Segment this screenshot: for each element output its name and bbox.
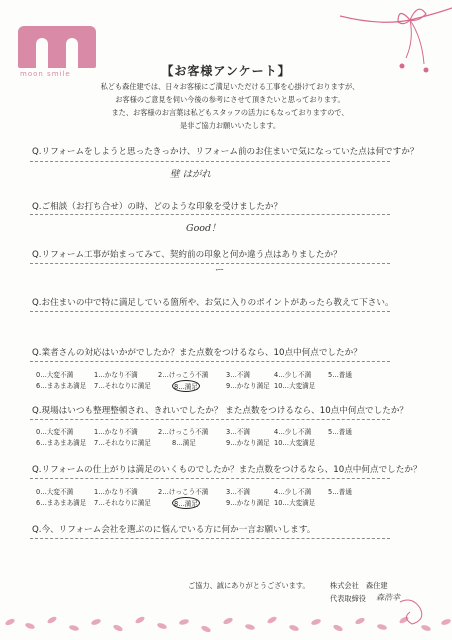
question-3: Q.リフォーム工事が始まってみて、契約前の印象と何か違う点はありましたか？ (32, 250, 342, 260)
rating-option[interactable]: 8…満足 (172, 439, 196, 447)
rating-option[interactable]: 6…まあまあ満足 (36, 439, 87, 447)
company-name: 株式会社 森住建 (330, 581, 388, 590)
rating-option-selected[interactable]: 8…満足 (172, 380, 200, 392)
logo-subtext: moon smile (20, 70, 71, 78)
divider (30, 311, 390, 312)
rating-option[interactable]: 7…それなりに満足 (94, 382, 151, 390)
page-title: 【お客様アンケート】 (161, 64, 291, 78)
rating-option[interactable]: 0…大変不満 (36, 428, 74, 436)
thanks-text: ご協力、誠にありがとうございます。 (188, 581, 310, 590)
rating-option[interactable]: 9…かなり満足 (226, 439, 270, 447)
signature: 森浩幸 (376, 593, 400, 602)
intro-line-2: お客様のご意見を伺い今後の参考にさせて頂きたいと思っております。 (115, 95, 345, 104)
rating-option[interactable]: 10…大変満足 (274, 499, 316, 507)
rating-option[interactable]: 0…大変不満 (36, 488, 74, 496)
question-6: Q.現場はいつも整理整頓され、きれいでしたか？ また点数をつけるなら、10点中何点でしたか？ (32, 406, 409, 416)
divider (30, 538, 390, 539)
rating-option[interactable]: 5…普通 (328, 371, 352, 379)
intro-line-4: 是非ご協力お願いいたします。 (179, 121, 281, 130)
divider (30, 361, 390, 362)
question-4: Q.お住まいの中で特に満足している箇所や、お気に入りのポイントがあったら教えて下さい。 (32, 298, 394, 308)
rating-option[interactable]: 1…かなり不満 (94, 488, 138, 496)
divider (30, 161, 390, 162)
rating-option[interactable]: 9…かなり満足 (226, 382, 270, 390)
rating-option[interactable]: 10…大変満足 (274, 439, 316, 447)
rating-option[interactable]: 1…かなり不満 (94, 371, 138, 379)
question-5: Q.業者さんの対応はいかがでしたか？また点数をつけるなら、10点中何点でしたか？ (32, 348, 362, 358)
leaf-border-icon (0, 598, 452, 638)
intro-line-3: また、お客様のお言葉は私どもスタッフの活力にもなっておりますので、 (111, 108, 349, 117)
rating-option[interactable]: 4…少し不満 (274, 488, 312, 496)
divider (30, 263, 390, 264)
question-1: Q.リフォームをしようと思ったきっかけ、リフォーム前のお住まいで気になっていた点は何ですか？ (32, 147, 419, 157)
rating-option[interactable]: 10…大変満足 (274, 382, 316, 390)
representative-title: 代表取締役 (330, 594, 366, 603)
rating-option[interactable]: 7…それなりに満足 (94, 439, 151, 447)
question-8: Q.今、リフォーム会社を選ぶのに悩んでいる方に何か一言お願いします。 (32, 525, 316, 535)
rating-option[interactable]: 0…大変不満 (36, 371, 74, 379)
rating-option[interactable]: 5…普通 (328, 488, 352, 496)
divider (30, 478, 390, 479)
answer-3: ー (214, 265, 224, 276)
divider (30, 419, 390, 420)
rating-option[interactable]: 9…かなり満足 (226, 499, 270, 507)
rating-option[interactable]: 3…不満 (226, 488, 250, 496)
rating-option[interactable]: 2…けっこう不満 (158, 488, 209, 496)
rating-scale-1 (36, 369, 416, 391)
rating-option[interactable]: 3…不満 (226, 371, 250, 379)
question-7: Q.リフォームの仕上がりは満足のいくものでしたか？また点数をつけるなら、10点中何点でしたか？ (32, 465, 422, 475)
answer-2: Good！ (186, 223, 221, 234)
rating-option[interactable]: 7…それなりに満足 (94, 499, 151, 507)
rating-option-selected[interactable]: 8…満足 (172, 497, 200, 509)
divider (30, 214, 390, 215)
answer-1: 壁 はがれ (170, 169, 212, 180)
rating-option[interactable]: 6…まあまあ満足 (36, 382, 87, 390)
rating-scale-2 (36, 426, 416, 448)
rating-option[interactable]: 5…普通 (328, 428, 352, 436)
rating-scale-3 (36, 486, 416, 508)
intro-line-1: 私ども森住建では、日々お客様にご満足いただける工事を心掛けておりますが、 (100, 82, 360, 91)
rating-option[interactable]: 4…少し不満 (274, 371, 312, 379)
rating-option[interactable]: 1…かなり不満 (94, 428, 138, 436)
rating-option[interactable]: 3…不満 (226, 428, 250, 436)
rating-option[interactable]: 6…まあまあ満足 (36, 499, 87, 507)
question-2: Q.ご相談（お打ち合せ）の時、どのような印象を受けましたか？ (32, 202, 283, 212)
rating-option[interactable]: 2…けっこう不満 (158, 371, 209, 379)
rating-option[interactable]: 4…少し不満 (274, 428, 312, 436)
rating-option[interactable]: 2…けっこう不満 (158, 428, 209, 436)
